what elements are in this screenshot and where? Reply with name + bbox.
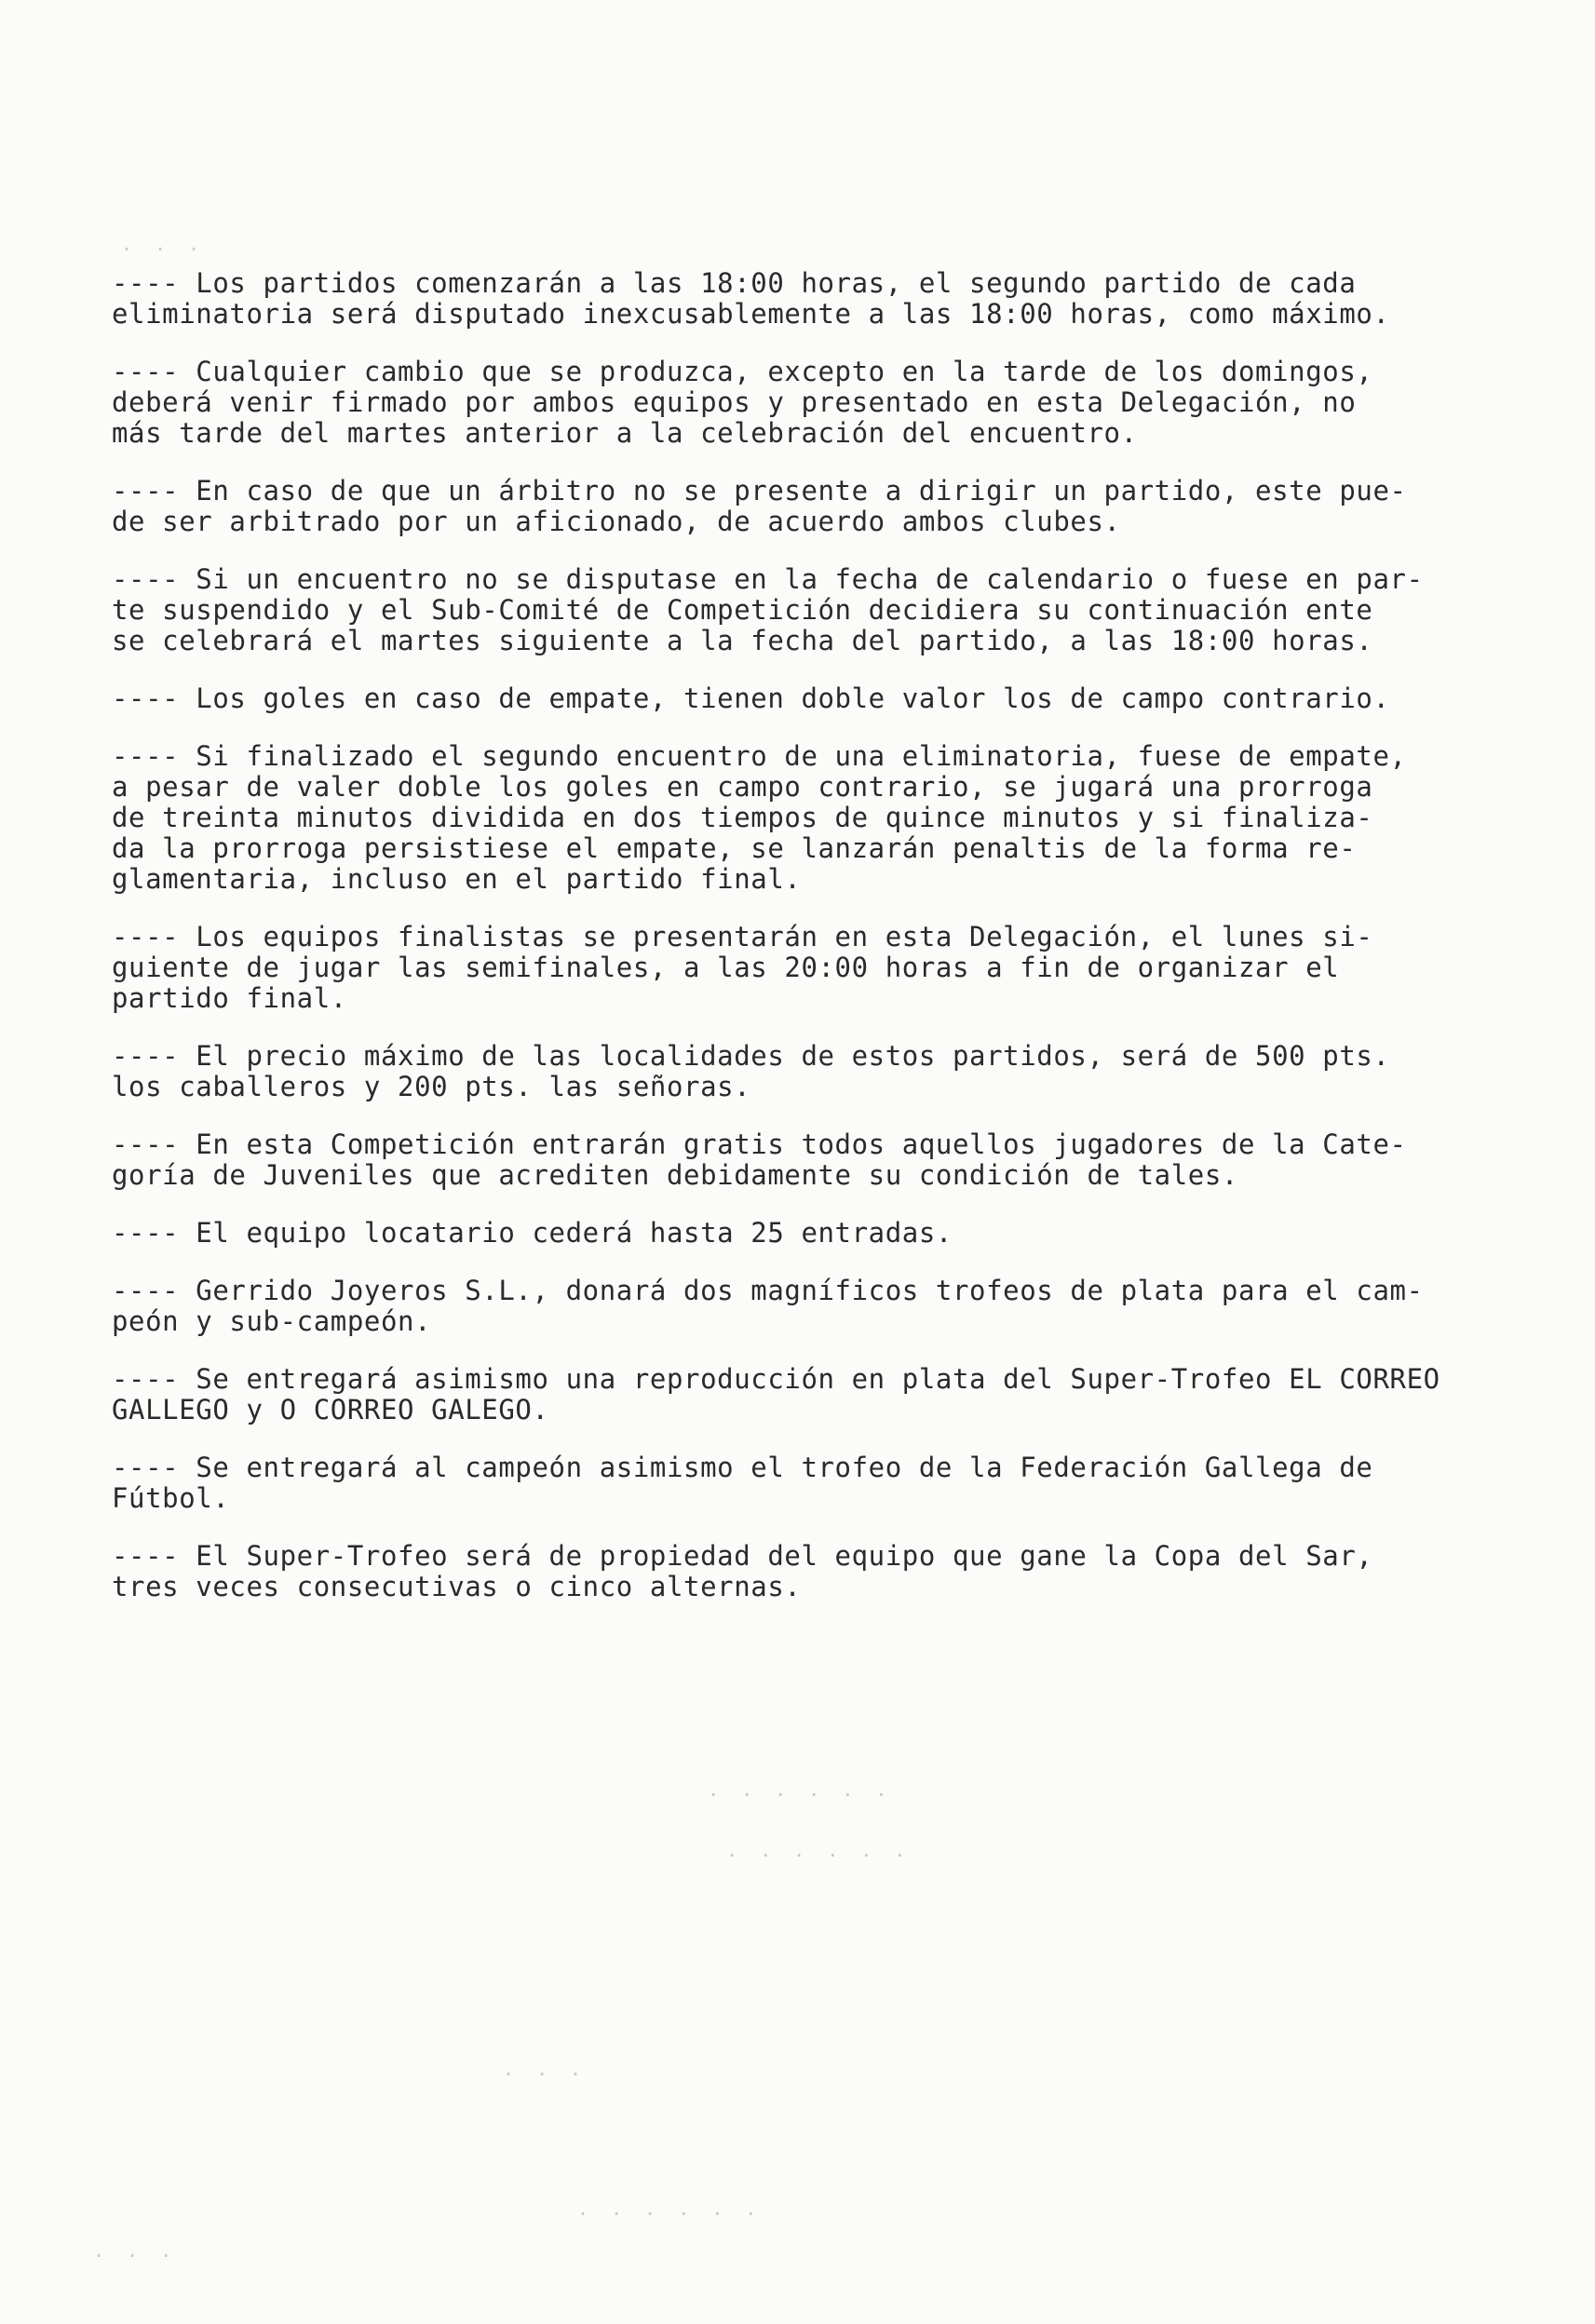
paragraph-line: peón y sub-campeón. <box>112 1306 432 1337</box>
paragraph-line: se celebrará el martes siguiente a la fecha del partido, a las 18:00 horas. <box>112 626 1373 656</box>
paragraph-line: glamentaria, incluso en el partido final. <box>112 864 802 895</box>
paragraph-line: más tarde del martes anterior a la celebración del encuentro. <box>112 418 1138 449</box>
paragraph <box>112 268 1536 330</box>
paragraph-line: ---- Si finalizado el segundo encuentro de una eliminatoria, fuese de empate, <box>112 741 1407 772</box>
paragraph <box>112 741 1536 895</box>
paragraph-line: ---- Cualquier cambio que se produzca, excepto en la tarde de los domingos, <box>112 357 1373 387</box>
paragraph-line: da la prorroga persistiese el empate, se lanzarán penaltis de la forma re- <box>112 833 1357 864</box>
paragraph <box>112 476 1536 537</box>
paragraph-line: de ser arbitrado por un aficionado, de acuerdo ambos clubes. <box>112 507 1121 537</box>
paragraph-line: guiente de jugar las semifinales, a las 20:00 horas a fin de organizar el <box>112 953 1340 983</box>
paragraph <box>112 1129 1536 1191</box>
paragraph-line: ---- En esta Competición entrarán gratis todos aquellos jugadores de la Cate- <box>112 1129 1407 1160</box>
paragraph <box>112 357 1536 449</box>
paragraph <box>112 922 1536 1014</box>
paragraph <box>112 1041 1536 1102</box>
paragraph-line: ---- Los goles en caso de empate, tienen doble valor los de campo contrario. <box>112 683 1390 714</box>
paragraph-line: ---- Gerrido Joyeros S.L., donará dos magníficos trofeos de plata para el cam- <box>112 1276 1424 1306</box>
paragraph-line: ---- El Super-Trofeo será de propiedad del equipo que gane la Copa del Sar, <box>112 1541 1373 1572</box>
scan-speck: . . . . . . <box>708 1778 893 1801</box>
scan-speck: . . . <box>503 2058 588 2080</box>
paragraph <box>112 564 1536 656</box>
paragraph-line: ---- Se entregará asimismo una reproducción en plata del Super-Trofeo EL CORREO <box>112 1364 1440 1395</box>
paragraph-line: deberá venir firmado por ambos equipos y presentado en esta Delegación, no <box>112 387 1357 418</box>
paragraph-line: partido final. <box>112 983 347 1014</box>
paragraph-line: ---- Los equipos finalistas se presentarán en esta Delegación, el lunes si- <box>112 922 1373 953</box>
paragraph <box>112 683 1536 714</box>
paragraph-line: ---- En caso de que un árbitro no se presente a dirigir un partido, este pue- <box>112 476 1407 507</box>
paragraph-line: ---- Los partidos comenzarán a las 18:00 horas, el segundo partido de cada <box>112 268 1357 299</box>
paragraph <box>112 1452 1536 1514</box>
paragraph-line: eliminatoria será disputado inexcusablemente a las 18:00 horas, como máximo. <box>112 299 1390 330</box>
paragraph-line: goría de Juveniles que acrediten debidamente su condición de tales. <box>112 1160 1238 1191</box>
paragraph-line: te suspendido y el Sub-Comité de Competición decidiera su continuación ente <box>112 595 1373 626</box>
paragraph <box>112 1218 1536 1249</box>
scan-speck: . . . <box>121 233 206 255</box>
document-body <box>112 268 1536 1629</box>
paragraph-line: ---- El equipo locatario cederá hasta 25 entradas. <box>112 1218 953 1249</box>
scan-speck: . . . <box>93 2239 178 2262</box>
paragraph <box>112 1276 1536 1337</box>
paragraph-line: de treinta minutos dividida en dos tiempos de quince minutos y si finaliza- <box>112 803 1373 833</box>
paragraph <box>112 1541 1536 1602</box>
paragraph-line: ---- Se entregará al campeón asimismo el trofeo de la Federación Gallega de <box>112 1452 1373 1483</box>
paragraph-line: tres veces consecutivas o cinco alternas. <box>112 1572 802 1602</box>
paragraph-line: a pesar de valer doble los goles en campo contrario, se jugará una prorroga <box>112 772 1373 803</box>
paragraph-line: ---- El precio máximo de las localidades de estos partidos, será de 500 pts. <box>112 1041 1390 1072</box>
paragraph-line: GALLEGO y O CORREO GALEGO. <box>112 1395 549 1425</box>
scan-speck: . . . . . . <box>577 2197 763 2220</box>
paragraph-line: Fútbol. <box>112 1483 230 1514</box>
paragraph-line: los caballeros y 200 pts. las señoras. <box>112 1072 751 1102</box>
paragraph <box>112 1364 1536 1425</box>
paragraph-line: ---- Si un encuentro no se disputase en la fecha de calendario o fuese en par- <box>112 564 1424 595</box>
scan-speck: . . . . . . <box>726 1839 912 1861</box>
